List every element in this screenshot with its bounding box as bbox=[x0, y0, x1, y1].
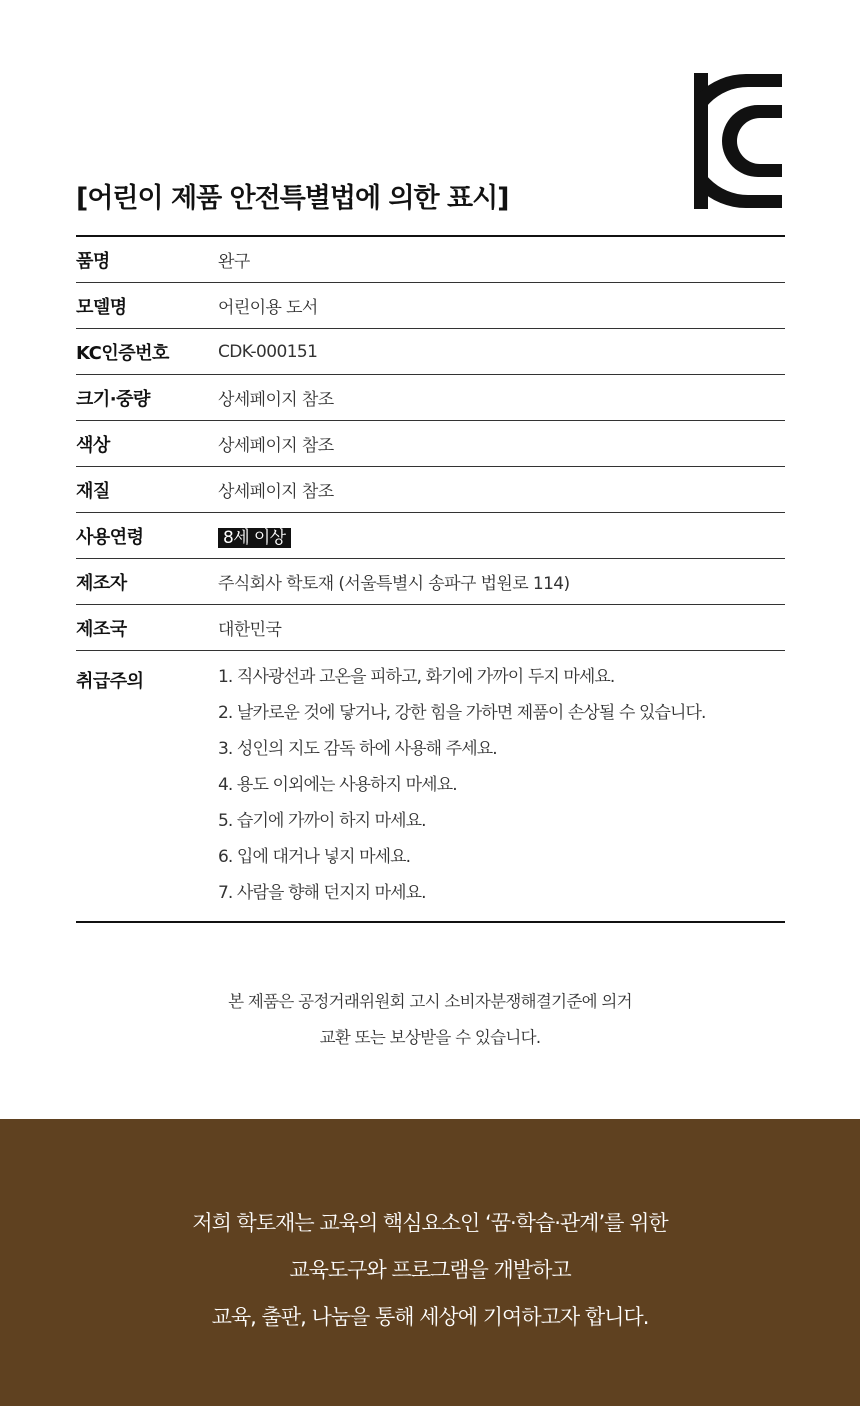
footer-line: 교육도구와 프로그램을 개발하고 bbox=[289, 1258, 571, 1282]
kc-certification-logo bbox=[694, 72, 784, 210]
row-value: CDK-000151 bbox=[218, 341, 318, 362]
page-title: [어린이 제품 안전특별법에 의한 표시] bbox=[76, 183, 509, 214]
row-label: 색상 bbox=[76, 434, 110, 456]
age-badge: 8세 이상 bbox=[218, 528, 291, 548]
row-value: 어린이용 도서 bbox=[218, 298, 318, 318]
table-row bbox=[76, 467, 785, 513]
row-value: 상세페이지 참조 bbox=[218, 390, 334, 410]
list-item: 3. 성인의 지도 감독 하에 사용해 주세요. bbox=[218, 739, 497, 759]
row-label: 크기·중량 bbox=[76, 388, 150, 410]
row-label: 제조자 bbox=[76, 572, 127, 594]
product-info-table bbox=[76, 235, 785, 923]
table-row bbox=[76, 605, 785, 651]
row-value: 완구 bbox=[218, 252, 250, 272]
list-item: 7. 사람을 향해 던지지 마세요. bbox=[218, 883, 426, 903]
table-row-precautions bbox=[76, 651, 785, 921]
row-value: 상세페이지 참조 bbox=[218, 436, 334, 456]
row-value: 주식회사 학토재 (서울특별시 송파구 법원로 114) bbox=[218, 574, 570, 594]
row-label: 취급주의 bbox=[76, 671, 144, 692]
table-row bbox=[76, 237, 785, 283]
list-item: 6. 입에 대거나 넣지 마세요. bbox=[218, 847, 411, 867]
row-value: 상세페이지 참조 bbox=[218, 482, 334, 502]
table-row bbox=[76, 513, 785, 559]
brand-footer bbox=[0, 1119, 860, 1406]
list-item: 5. 습기에 가까이 하지 마세요. bbox=[218, 811, 426, 831]
list-item: 2. 날카로운 것에 닿거나, 강한 힘을 가하면 제품이 손상될 수 있습니다. bbox=[218, 703, 706, 723]
row-value: 대한민국 bbox=[218, 620, 282, 640]
footer-line: 교육, 출판, 나눔을 통해 세상에 기여하고자 합니다. bbox=[211, 1305, 649, 1329]
row-label: 모델명 bbox=[76, 296, 127, 318]
table-row bbox=[76, 329, 785, 375]
table-row bbox=[76, 283, 785, 329]
row-label: 재질 bbox=[76, 480, 110, 502]
row-label: 사용연령 bbox=[76, 526, 144, 548]
exchange-notice bbox=[0, 984, 860, 1056]
table-row bbox=[76, 375, 785, 421]
notice-line: 본 제품은 공정거래위원회 고시 소비자분쟁해결기준에 의거 bbox=[228, 992, 632, 1011]
row-label: 품명 bbox=[76, 250, 110, 272]
list-item: 1. 직사광선과 고온을 피하고, 화기에 가까이 두지 마세요. bbox=[218, 667, 615, 687]
row-label: 제조국 bbox=[76, 618, 127, 640]
notice-line: 교환 또는 보상받을 수 있습니다. bbox=[319, 1028, 541, 1047]
footer-line: 저희 학토재는 교육의 핵심요소인 ‘꿈·학습·관계’를 위한 bbox=[192, 1211, 668, 1235]
table-row bbox=[76, 559, 785, 605]
precaution-list bbox=[218, 659, 706, 911]
list-item: 4. 용도 이외에는 사용하지 마세요. bbox=[218, 775, 457, 795]
row-label: KC인증번호 bbox=[76, 342, 169, 364]
table-row bbox=[76, 421, 785, 467]
row-value bbox=[218, 523, 291, 548]
